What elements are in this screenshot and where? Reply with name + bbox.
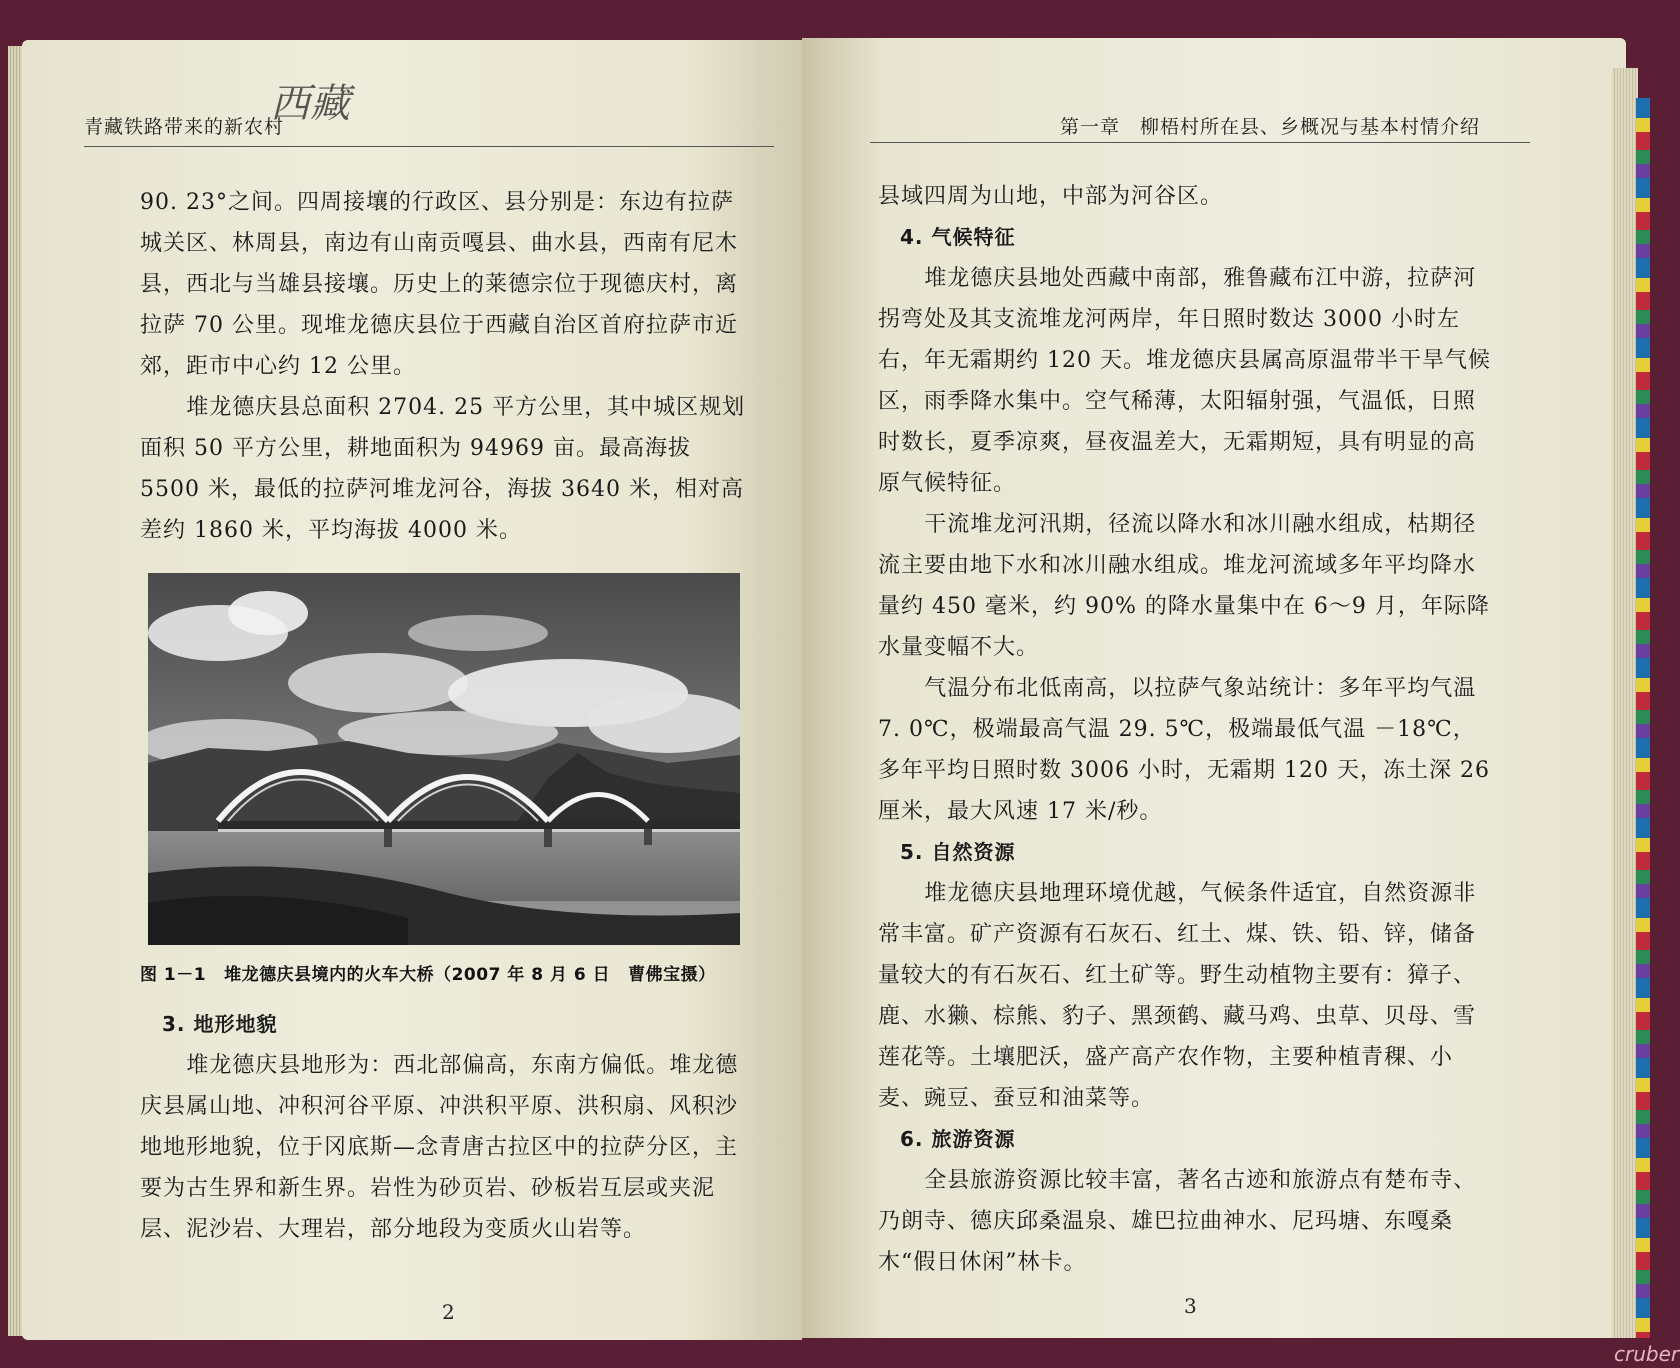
left-running-head: 青藏铁路带来的新农村 — [84, 116, 285, 138]
right-page-number: 3 — [1184, 1294, 1197, 1318]
section4-heading: 4. 气候特征 — [900, 225, 1016, 249]
watermark: cruber — [1614, 1342, 1680, 1366]
section5-paragraph: 堆龙德庆县地理环境优越，气候条件适宜，自然资源非常丰富。矿产资源有石灰石、红土、煤、铁、铅、锌，储备量较大的有石灰石、红土矿等。野生动植物主要有：獐子、鹿、水獭、棕熊、豹子、黑颈鹤、藏马鸡、虫草、贝母、雪莲花等。土壤肥沃，盛产高产农作物，主要种植青稞、小麦、豌豆、蚕豆和油菜等。 — [878, 881, 1477, 1111]
bridge-photo — [148, 573, 740, 945]
figure-caption-text: 堆龙德庆县境内的火车大桥（2007 年 8 月 6 日 — [224, 965, 611, 985]
figure-credit: 曹佛宝摄） — [628, 965, 716, 985]
running-head-calligraphy: 西藏 — [270, 81, 350, 127]
section5-heading: 5. 自然资源 — [900, 840, 1016, 864]
left-bottom-text — [140, 1004, 752, 1250]
section4-paragraph-2: 干流堆龙河汛期，径流以降水和冰川融水组成，枯期径流主要由地下水和冰川融水组成。堆龙河流域多年平均降水量约 450 毫米，约 90% 的降水量集中在 6～9 月，年际降水量变幅不大。 — [878, 512, 1490, 660]
intro-paragraph: 90. 23°之间。四周接壤的行政区、县分别是：东边有拉萨城关区、林周县，南边有山南贡嘎县、曲水县，西南有尼木县，西北与当雄县接壤。历史上的莱德宗位于现德庆村，离拉萨 70 公里。现堆龙德庆县位于西藏自治区首府拉萨市近郊，距市中心约 12 公里。 — [140, 190, 739, 379]
left-header-rule — [84, 146, 774, 147]
section3-heading: 3. 地形地貌 — [162, 1012, 278, 1036]
section3-paragraph: 堆龙德庆县地形为：西北部偏高，东南方偏低。堆龙德庆县属山地、冲积河谷平原、冲洪积平原、洪积扇、风积沙地地形地貌，位于冈底斯—念青唐古拉区中的拉萨分区，主要为古生界和新生界。岩性为砂页岩、砂板岩互层或夹泥层、泥沙岩、大理岩，部分地段为变质火山岩等。 — [140, 1053, 739, 1242]
right-text — [878, 176, 1492, 1283]
right-running-head: 第一章 柳梧村所在县、乡概况与基本村情介绍 — [1060, 116, 1481, 138]
section4-paragraph-1: 堆龙德庆县地处西藏中南部，雅鲁藏布江中游，拉萨河拐弯处及其支流堆龙河两岸，年日照时数达 3000 小时左右，年无霜期约 120 天。堆龙德庆县属高原温带半干旱气候区，雨季降水集中。空气稀薄，太阳辐射强，气温低，日照时数长，夏季凉爽，昼夜温差大，无霜期短，具有明显的高原气候特征。 — [878, 266, 1491, 496]
left-top-text — [140, 182, 752, 551]
cover-edge-strip — [1636, 98, 1650, 1338]
section4-paragraph-3: 气温分布北低南高，以拉萨气象站统计：多年平均气温 7. 0℃，极端最高气温 29. 5℃，极端最低气温 －18℃，多年平均日照时数 3006 小时，无霜期 120 天，冻土深 26 厘米，最大风速 17 米/秒。 — [878, 676, 1490, 824]
left-page-number: 2 — [442, 1300, 455, 1324]
right-page-edges — [1612, 68, 1638, 1338]
area-paragraph: 堆龙德庆县总面积 2704. 25 平方公里，其中城区规划面积 50 平方公里，耕地面积为 94969 亩。最高海拔 5500 米，最低的拉萨河堆龙河谷，海拔 3640 米，相对高差约 1860 米，平均海拔 4000 米。 — [140, 395, 746, 543]
right-header-rule — [870, 142, 1530, 143]
continuation-line: 县域四周为山地，中部为河谷区。 — [878, 184, 1224, 209]
section6-heading: 6. 旅游资源 — [900, 1127, 1016, 1151]
figure-caption — [140, 960, 760, 985]
bridge-photo-drawing — [148, 573, 740, 945]
figure-number: 图 1－1 — [140, 965, 207, 985]
section6-paragraph: 全县旅游资源比较丰富，著名古迹和旅游点有楚布寺、乃朗寺、德庆邱桑温泉、雄巴拉曲神水、尼玛塘、东嘎桑木“假日休闲”林卡。 — [878, 1168, 1477, 1275]
